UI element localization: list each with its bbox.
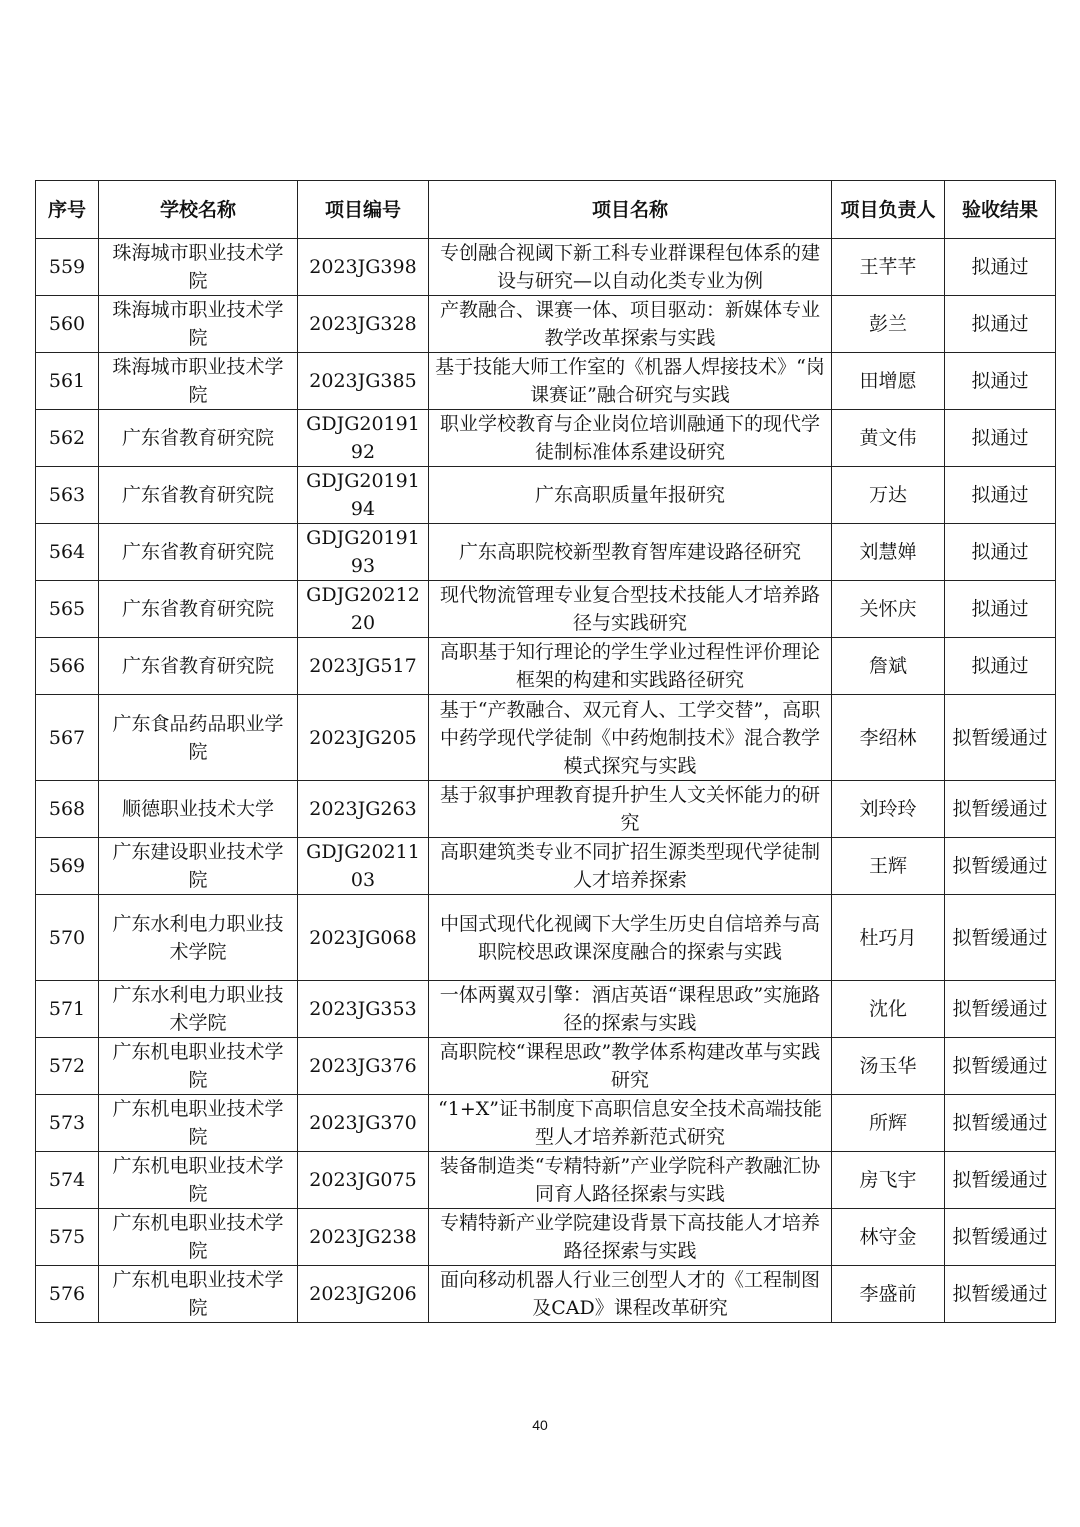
cell-leader: 汤玉华 <box>832 1038 945 1095</box>
page-number: 40 <box>532 1417 548 1433</box>
cell-code: 2023JG370 <box>298 1095 429 1152</box>
cell-leader: 李盛前 <box>832 1266 945 1323</box>
cell-code: GDJG2019194 <box>298 467 429 524</box>
cell-school: 广东机电职业技术学院 <box>99 1038 298 1095</box>
table-row <box>36 1038 1056 1095</box>
cell-no: 563 <box>36 467 99 524</box>
cell-code: GDJG2021103 <box>298 838 429 895</box>
header-project: 项目名称 <box>429 181 832 239</box>
cell-result: 拟暂缓通过 <box>945 1266 1056 1323</box>
cell-code: 2023JG238 <box>298 1209 429 1266</box>
table-row <box>36 781 1056 838</box>
cell-no: 565 <box>36 581 99 638</box>
cell-school: 珠海城市职业技术学院 <box>99 353 298 410</box>
cell-no: 570 <box>36 895 99 981</box>
cell-school: 广东省教育研究院 <box>99 410 298 467</box>
cell-school: 珠海城市职业技术学院 <box>99 239 298 296</box>
table-row <box>36 410 1056 467</box>
cell-school: 广东建设职业技术学院 <box>99 838 298 895</box>
cell-project: “1+X”证书制度下高职信息安全技术高端技能型人才培养新范式研究 <box>429 1095 832 1152</box>
cell-result: 拟通过 <box>945 524 1056 581</box>
table-row <box>36 1266 1056 1323</box>
cell-leader: 关怀庆 <box>832 581 945 638</box>
cell-result: 拟暂缓通过 <box>945 1209 1056 1266</box>
cell-project: 职业学校教育与企业岗位培训融通下的现代学徒制标准体系建设研究 <box>429 410 832 467</box>
cell-no: 571 <box>36 981 99 1038</box>
table-row <box>36 353 1056 410</box>
cell-no: 575 <box>36 1209 99 1266</box>
cell-school: 顺德职业技术大学 <box>99 781 298 838</box>
cell-project: 基于叙事护理教育提升护生人文关怀能力的研究 <box>429 781 832 838</box>
cell-result: 拟暂缓通过 <box>945 1152 1056 1209</box>
cell-result: 拟通过 <box>945 410 1056 467</box>
results-table <box>35 180 1056 1323</box>
cell-leader: 王芊芊 <box>832 239 945 296</box>
cell-code: 2023JG385 <box>298 353 429 410</box>
cell-leader: 刘玲玲 <box>832 781 945 838</box>
cell-school: 珠海城市职业技术学院 <box>99 296 298 353</box>
cell-code: 2023JG075 <box>298 1152 429 1209</box>
cell-school: 广东省教育研究院 <box>99 581 298 638</box>
cell-leader: 王辉 <box>832 838 945 895</box>
cell-leader: 黄文伟 <box>832 410 945 467</box>
cell-leader: 万达 <box>832 467 945 524</box>
table-row <box>36 695 1056 781</box>
table-row <box>36 895 1056 981</box>
cell-project: 专创融合视阈下新工科专业群课程包体系的建设与研究—以自动化类专业为例 <box>429 239 832 296</box>
cell-leader: 房飞宇 <box>832 1152 945 1209</box>
cell-result: 拟暂缓通过 <box>945 838 1056 895</box>
table-row <box>36 581 1056 638</box>
cell-no: 566 <box>36 638 99 695</box>
cell-no: 562 <box>36 410 99 467</box>
cell-no: 567 <box>36 695 99 781</box>
header-leader: 项目负责人 <box>832 181 945 239</box>
cell-no: 560 <box>36 296 99 353</box>
cell-project: 面向移动机器人行业三创型人才的《工程制图及CAD》课程改革研究 <box>429 1266 832 1323</box>
table-row <box>36 981 1056 1038</box>
cell-school: 广东省教育研究院 <box>99 467 298 524</box>
cell-code: 2023JG353 <box>298 981 429 1038</box>
cell-result: 拟暂缓通过 <box>945 1038 1056 1095</box>
cell-result: 拟通过 <box>945 467 1056 524</box>
cell-school: 广东机电职业技术学院 <box>99 1209 298 1266</box>
table-row <box>36 1152 1056 1209</box>
cell-project: 现代物流管理专业复合型技术技能人才培养路径与实践研究 <box>429 581 832 638</box>
cell-project: 基于技能大师工作室的《机器人焊接技术》“岗课赛证”融合研究与实践 <box>429 353 832 410</box>
cell-no: 574 <box>36 1152 99 1209</box>
cell-school: 广东省教育研究院 <box>99 638 298 695</box>
cell-no: 561 <box>36 353 99 410</box>
cell-code: GDJG2019193 <box>298 524 429 581</box>
header-code: 项目编号 <box>298 181 429 239</box>
cell-leader: 所辉 <box>832 1095 945 1152</box>
cell-leader: 刘慧婵 <box>832 524 945 581</box>
cell-code: 2023JG398 <box>298 239 429 296</box>
cell-school: 广东水利电力职业技术学院 <box>99 981 298 1038</box>
cell-project: 高职院校“课程思政”教学体系构建改革与实践研究 <box>429 1038 832 1095</box>
cell-school: 广东水利电力职业技术学院 <box>99 895 298 981</box>
cell-project: 高职基于知行理论的学生学业过程性评价理论框架的构建和实践路径研究 <box>429 638 832 695</box>
cell-code: 2023JG328 <box>298 296 429 353</box>
cell-result: 拟通过 <box>945 581 1056 638</box>
cell-no: 569 <box>36 838 99 895</box>
cell-result: 拟暂缓通过 <box>945 781 1056 838</box>
table-row <box>36 467 1056 524</box>
cell-no: 564 <box>36 524 99 581</box>
cell-result: 拟暂缓通过 <box>945 695 1056 781</box>
cell-project: 中国式现代化视阈下大学生历史自信培养与高职院校思政课深度融合的探索与实践 <box>429 895 832 981</box>
cell-project: 产教融合、课赛一体、项目驱动：新媒体专业教学改革探索与实践 <box>429 296 832 353</box>
cell-no: 573 <box>36 1095 99 1152</box>
cell-code: 2023JG205 <box>298 695 429 781</box>
cell-code: 2023JG206 <box>298 1266 429 1323</box>
cell-school: 广东机电职业技术学院 <box>99 1266 298 1323</box>
cell-project: 基于“产教融合、双元育人、工学交替”，高职中药学现代学徒制《中药炮制技术》混合教学模式探究与实践 <box>429 695 832 781</box>
table-row <box>36 524 1056 581</box>
header-no: 序号 <box>36 181 99 239</box>
cell-project: 专精特新产业学院建设背景下高技能人才培养路径探索与实践 <box>429 1209 832 1266</box>
cell-code: 2023JG517 <box>298 638 429 695</box>
cell-project: 高职建筑类专业不同扩招生源类型现代学徒制人才培养探索 <box>429 838 832 895</box>
header-school: 学校名称 <box>99 181 298 239</box>
cell-school: 广东机电职业技术学院 <box>99 1095 298 1152</box>
table-row <box>36 1095 1056 1152</box>
table-row <box>36 296 1056 353</box>
cell-leader: 杜巧月 <box>832 895 945 981</box>
table-row <box>36 838 1056 895</box>
table-row <box>36 239 1056 296</box>
cell-project: 广东高职质量年报研究 <box>429 467 832 524</box>
cell-leader: 詹斌 <box>832 638 945 695</box>
cell-code: 2023JG376 <box>298 1038 429 1095</box>
table-row <box>36 1209 1056 1266</box>
cell-project: 广东高职院校新型教育智库建设路径研究 <box>429 524 832 581</box>
cell-code: GDJG2019192 <box>298 410 429 467</box>
cell-project: 装备制造类“专精特新”产业学院科产教融汇协同育人路径探索与实践 <box>429 1152 832 1209</box>
cell-leader: 林守金 <box>832 1209 945 1266</box>
cell-school: 广东省教育研究院 <box>99 524 298 581</box>
cell-code: 2023JG263 <box>298 781 429 838</box>
cell-no: 572 <box>36 1038 99 1095</box>
cell-school: 广东机电职业技术学院 <box>99 1152 298 1209</box>
cell-result: 拟暂缓通过 <box>945 981 1056 1038</box>
header-result: 验收结果 <box>945 181 1056 239</box>
cell-leader: 沈化 <box>832 981 945 1038</box>
cell-leader: 田增愿 <box>832 353 945 410</box>
cell-leader: 彭兰 <box>832 296 945 353</box>
cell-no: 568 <box>36 781 99 838</box>
table-header-row <box>36 181 1056 239</box>
cell-result: 拟通过 <box>945 638 1056 695</box>
cell-no: 576 <box>36 1266 99 1323</box>
cell-code: 2023JG068 <box>298 895 429 981</box>
cell-no: 559 <box>36 239 99 296</box>
cell-code: GDJG2021220 <box>298 581 429 638</box>
cell-result: 拟通过 <box>945 353 1056 410</box>
cell-school: 广东食品药品职业学院 <box>99 695 298 781</box>
cell-result: 拟暂缓通过 <box>945 1095 1056 1152</box>
cell-result: 拟通过 <box>945 296 1056 353</box>
cell-result: 拟暂缓通过 <box>945 895 1056 981</box>
cell-leader: 李绍林 <box>832 695 945 781</box>
table-row <box>36 638 1056 695</box>
cell-result: 拟通过 <box>945 239 1056 296</box>
cell-project: 一体两翼双引擎：酒店英语“课程思政”实施路径的探索与实践 <box>429 981 832 1038</box>
